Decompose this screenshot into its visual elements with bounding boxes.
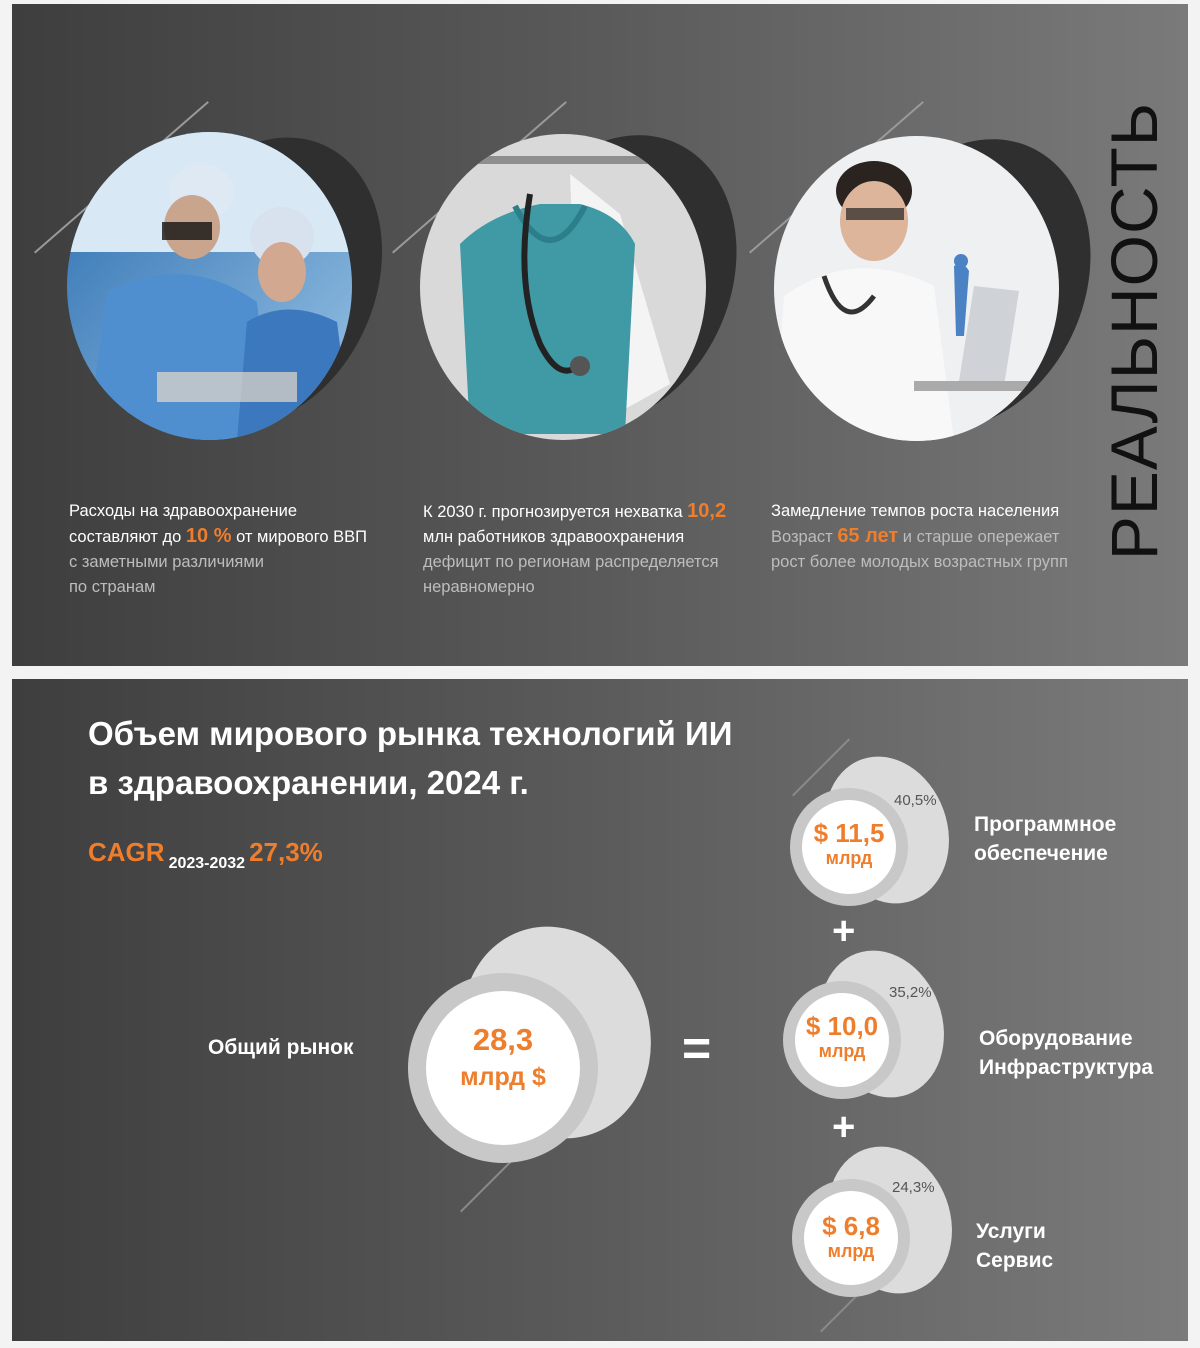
segment-1-share: 40,5% [894,792,937,809]
fact-1-line1: Расходы на здравоохранение [69,502,298,520]
fact-3-line2 [771,524,1101,550]
total-value-number: 28,3 [472,1022,534,1057]
cagr-line [88,837,323,873]
segment-1-number: $ 11,5 [813,818,885,848]
segment-1-unit: млрд [825,848,873,868]
segment-1-value [802,819,896,869]
cagr-value: 27,3% [249,837,323,867]
fact-1-line2 [69,524,389,550]
segment-3-label-line2: Сервис [976,1249,1054,1272]
segment-3-label-line1: Услуги [976,1220,1046,1243]
market-title-line2: в здравоохранении, 2024 г. [88,764,529,801]
market-slide [12,679,1188,1341]
segment-1-label-line1: Программное [974,813,1117,836]
fact-1-line2-post: от мирового ВВП [231,528,367,546]
segment-2-label-line2: Инфраструктура [979,1056,1154,1079]
scrubs-photo [420,134,706,440]
fact-2-line2: млн работников здравоохранения [423,528,685,546]
segment-2-number: $ 10,0 [805,1011,879,1041]
segment-3-share: 24,3% [892,1179,935,1196]
fact-3-line2-pre: Возраст [771,528,838,546]
reality-slide [12,4,1188,666]
fact-3-highlight: 65 лет [837,525,899,547]
fact-3-line1: Замедление темпов роста населения [771,502,1060,520]
fact-2-line1-pre: К 2030 г. прогнозируется нехватка [423,503,688,521]
fact-3-line2-post: и старше опережает [898,528,1060,546]
cagr-label: CAGR [88,837,165,867]
market-title-line1: Объем мирового рынка технологий ИИ [88,715,733,752]
fact-2-line1 [423,499,753,525]
segment-3-number: $ 6,8 [822,1211,880,1241]
segment-3-unit: млрд [827,1241,875,1261]
fact-2-line3: дефицит по регионам распределяется [423,553,719,571]
fact-1-line2-pre: составляют до [69,528,186,546]
fact-2-highlight: 10,2 [687,500,727,522]
total-value-unit: млрд $ [460,1063,546,1091]
segment-3-value [804,1212,898,1262]
market-title [88,709,788,807]
fact-2-caption [423,499,753,600]
doctor-photo [774,136,1059,441]
fact-2-line4: неравномерно [423,578,535,596]
fact-1-highlight: 10 % [185,525,232,547]
fact-1-line4: по странам [69,578,156,596]
surgeons-photo [67,132,352,440]
reality-heading [1097,101,1171,561]
fact-1-caption [69,499,389,600]
segment-2-unit: млрд [818,1041,866,1061]
plus-sign: + [832,909,856,953]
cagr-period: 2023-2032 [168,855,246,872]
segment-2-label-line1: Оборудование [979,1027,1133,1050]
reality-heading-text: РЕАЛЬНОСТЬ [1097,101,1171,561]
segment-3-label [976,1217,1053,1275]
segment-1-label-line2: обеспечение [974,842,1108,865]
fact-3-caption [771,499,1101,575]
total-market-value [426,1022,580,1096]
fact-3-line3: рост более молодых возрастных групп [771,553,1068,571]
equals-sign: = [682,1020,712,1076]
segment-2-share: 35,2% [889,984,932,1001]
segment-2-label [979,1024,1153,1082]
fact-1-line3: с заметными различиями [69,553,264,571]
total-market-label: Общий рынок [208,1036,354,1059]
segment-1-label [974,810,1116,868]
segment-2-value [795,1012,889,1062]
plus-sign: + [832,1105,856,1149]
